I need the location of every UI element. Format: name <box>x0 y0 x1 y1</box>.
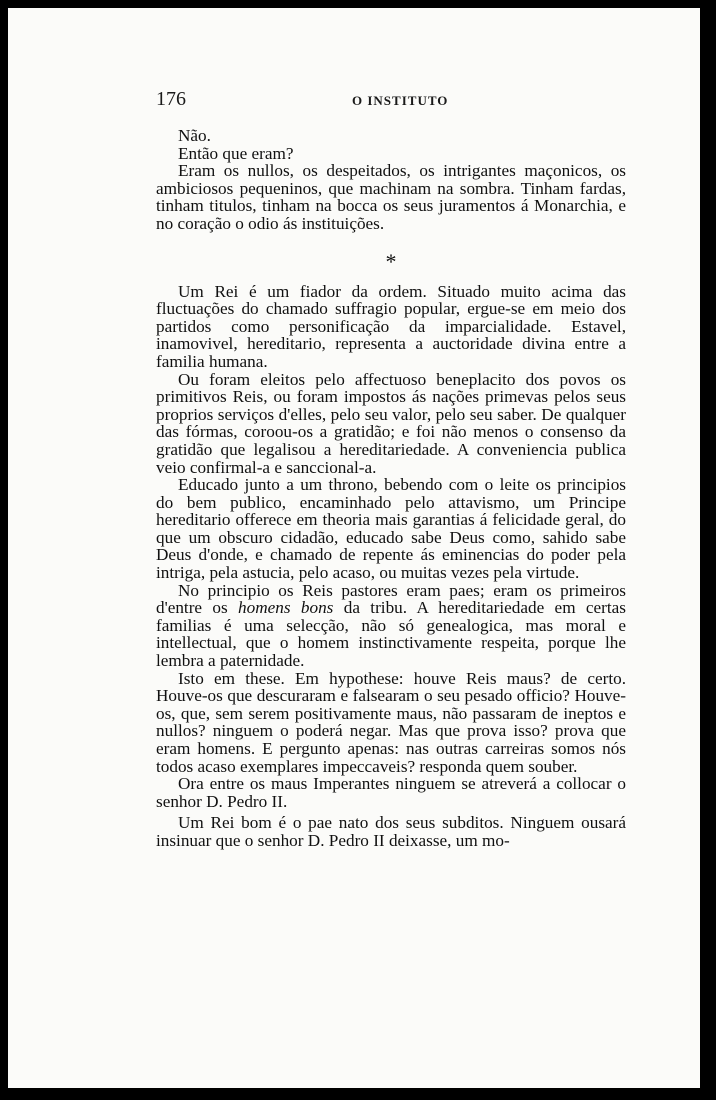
paragraph <box>156 582 626 670</box>
section-divider: * <box>385 248 397 274</box>
running-title: O INSTITUTO <box>352 93 449 108</box>
paragraph: Um Rei é um fiador da ordem. Situado muito acima das fluctuações do chamado suffragio popular, ergue-se em meio dos partidos como personificação da imparcialidade. Estavel, inamovivel, hereditario, representa a auctoridade divina entre a familia humana. <box>156 281 626 371</box>
paragraph: Então que eram? <box>178 143 294 163</box>
paragraph: Ou foram eleitos pelo affectuoso beneplacito dos povos os primitivos Reis, ou foram impostos ás nações primevas pelos seus proprios serviços d'elles, pelo seu valor, pelo seu saber. De qualquer das fórmas, coroou-os a gratidão; e foi não menos o consenso da gratidão que legalisou a hereditariedade. A conveniencia publica veio confirmal-a e sanccional-a. <box>156 369 626 477</box>
page-number: 176 <box>156 88 186 110</box>
paragraph: Um Rei bom é o pae nato dos seus subditos. Ninguem ousará insinuar que o senhor D. Pedro II deixasse, um mo- <box>156 813 626 850</box>
text-run: da tribu. A hereditariedade em certas familias é uma selecção, não só genealogica, mas moral e intellectual, que o homem instinctivamente respeita, porque lhe lembra a paternidade. <box>156 598 626 671</box>
text-run: No principio os Reis pastores eram paes; eram os primeiros d'entre os <box>156 580 626 618</box>
emphasis: homens bons <box>238 598 334 618</box>
paragraph: Não. <box>178 126 211 145</box>
paragraph: Isto em these. Em hypothese: houve Reis maus? de certo. Houve-os que descuraram e falsearam o seu pesado officio? Houve-os, que, sem serem positivamente maus, não passaram de ineptos e nullos? ninguem o poderá negar. Mas que prova isso? prova que eram homens. E pergunto apenas: nas outras carreiras somos nós todos acaso exemplares impeccaveis? responda quem souber. <box>156 668 626 776</box>
paragraph: Eram os nullos, os despeitados, os intrigantes maçonicos, os ambiciosos pequeninos, que machinam na sombra. Tinham fardas, tinham titulos, tinham na bocca os seus juramentos á Monarchia, e no coração o odio ás instituições. <box>156 161 626 233</box>
body-text <box>156 127 626 850</box>
paragraph: Ora entre os maus Imperantes ninguem se atreverá a collocar o senhor D. Pedro II. <box>156 774 626 811</box>
paragraph: Educado junto a um throno, bebendo com o leite os principios do bem publico, encaminhado pelo attavismo, um Principe hereditario offerece em theoria mais garantias á felicidade geral, do que um obscuro cidadão, educado sabe Deus como, sahido sabe Deus d'onde, e chamado de repente ás eminencias do poder pela intriga, pela astucia, pelo acaso, ou muitas vezes pela virtude. <box>156 475 626 583</box>
page-header <box>156 88 626 112</box>
book-page <box>8 8 700 1088</box>
